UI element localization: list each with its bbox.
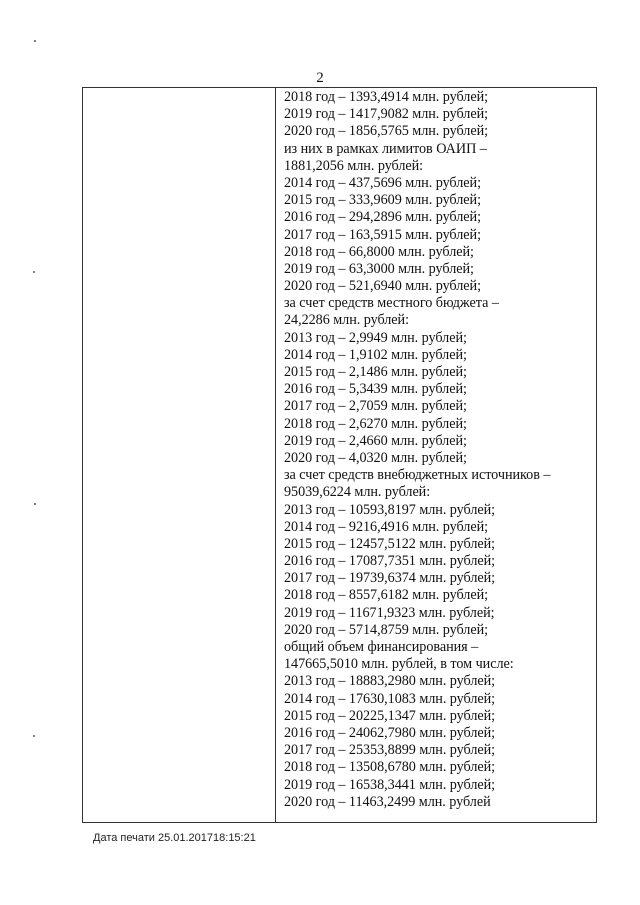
text-line: 2013 год – 18883,2980 млн. рублей; <box>284 673 496 690</box>
text-line: 2015 год – 2,1486 млн. рублей; <box>284 364 467 380</box>
text-line: 2020 год – 521,6940 млн. рублей; <box>284 278 481 295</box>
text-line: за счет средств местного бюджета – <box>284 295 499 312</box>
text-line: 2016 год – 24062,7980 млн. рублей; <box>284 724 496 741</box>
text-line: 24,2286 млн. рублей: <box>284 312 409 329</box>
text-line: 2016 год – 294,2896 млн. рублей; <box>284 209 481 226</box>
scan-speck <box>33 271 35 273</box>
text-line: 2014 год – 437,5696 млн. рублей; <box>284 174 481 191</box>
text-line: 95039,6224 млн. рублей: <box>284 484 431 501</box>
text-line: 2020 год – 1856,5765 млн. рублей; <box>284 123 489 140</box>
text-line: 2019 год – 11671,9323 млн. рублей; <box>284 604 495 621</box>
scan-speck <box>34 503 36 505</box>
text-line: 2020 год – 11463,2499 млн. рублей <box>284 793 491 810</box>
text-line: 2020 год – 4,0320 млн. рублей; <box>284 449 467 466</box>
print-date-footer: Дата печати 25.01.201718:15:21 <box>93 832 256 844</box>
text-line: 2017 год – 2,7059 млн. рублей; <box>284 398 467 415</box>
text-line: 2020 год – 5714,8759 млн. рублей; <box>284 621 489 638</box>
table-left-column <box>83 88 276 822</box>
text-line: 2018 год – 2,6270 млн. рублей; <box>284 415 467 432</box>
text-line: 2018 год – 13508,6780 млн. рублей; <box>284 759 496 776</box>
text-line: 2017 год – 163,5915 млн. рублей; <box>284 226 481 243</box>
text-line: 2018 год – 8557,6182 млн. рублей; <box>284 587 489 604</box>
scan-speck <box>34 40 36 42</box>
text-line: 2014 год – 1,9102 млн. рублей; <box>284 346 467 363</box>
text-line: общий объем финансирования – <box>284 639 479 655</box>
text-line: 2017 год – 25353,8899 млн. рублей; <box>284 742 496 759</box>
page-number: 2 <box>316 70 324 86</box>
text-line: 2014 год – 9216,4916 млн. рублей; <box>284 518 489 535</box>
text-line: 2019 год – 1417,9082 млн. рублей; <box>284 106 489 123</box>
financing-table <box>82 87 597 823</box>
text-line: 147665,5010 млн. рублей, в том числе: <box>284 656 514 673</box>
text-line: 2019 год – 63,3000 млн. рублей; <box>284 260 474 277</box>
text-line: 2018 год – 66,8000 млн. рублей; <box>284 243 474 260</box>
table-right-column <box>284 89 592 822</box>
text-line: 2015 год – 20225,1347 млн. рублей; <box>284 707 496 724</box>
text-line: из них в рамках лимитов ОАИП – <box>284 140 487 157</box>
text-line: 2019 год – 16538,3441 млн. рублей; <box>284 776 496 793</box>
text-line: 2016 год – 17087,7351 млн. рублей; <box>284 553 496 570</box>
text-line: 2014 год – 17630,1083 млн. рублей; <box>284 690 496 707</box>
text-line: 2013 год – 10593,8197 млн. рублей; <box>284 501 496 518</box>
text-line: 2015 год – 12457,5122 млн. рублей; <box>284 535 496 552</box>
text-line: 2015 год – 333,9609 млн. рублей; <box>284 192 481 209</box>
text-line: 2018 год – 1393,4914 млн. рублей; <box>284 89 489 105</box>
text-line: 2019 год – 2,4660 млн. рублей; <box>284 432 467 449</box>
text-line: 1881,2056 млн. рублей: <box>284 157 424 174</box>
text-line: 2013 год – 2,9949 млн. рублей; <box>284 329 467 346</box>
text-line: за счет средств внебюджетных источников – <box>284 467 551 484</box>
scan-speck <box>33 735 35 737</box>
text-line: 2017 год – 19739,6374 млн. рублей; <box>284 570 496 587</box>
text-line: 2016 год – 5,3439 млн. рублей; <box>284 381 467 398</box>
